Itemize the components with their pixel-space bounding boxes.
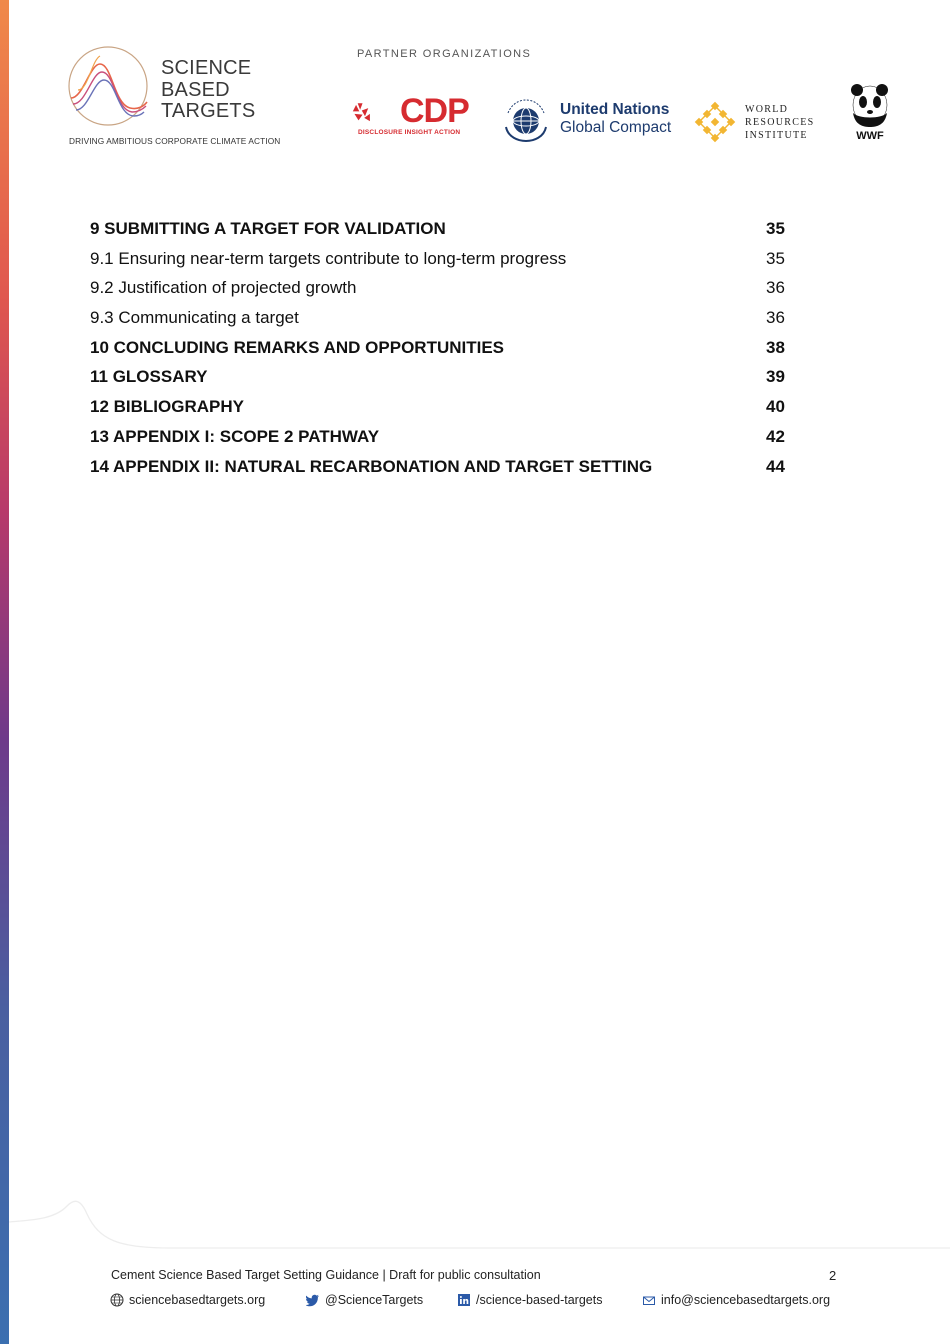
envelope-icon [642,1293,656,1307]
linkedin-icon [457,1293,471,1307]
side-gradient-bar [0,0,9,1344]
toc-entry-page: 42 [766,426,785,446]
toc-entry-title: 10 CONCLUDING REMARKS AND OPPORTUNITIES [90,337,505,357]
un-global-compact-name: United Nations [560,101,670,118]
twitter-bird-icon [306,1293,320,1307]
footer-decorative-wave [9,1190,950,1260]
footer-twitter-link[interactable] [306,1293,423,1307]
un-global-compact-emblem [500,97,552,143]
footer-email-link[interactable] [642,1293,830,1307]
wri-wordmark-line: INSTITUTE [745,130,808,142]
footer-twitter-text: @ScienceTargets [325,1293,424,1307]
table-of-contents [90,214,800,481]
wri-wordmark-line: RESOURCES [745,117,815,129]
footer-linkedin-link[interactable] [457,1293,602,1307]
toc-entry[interactable] [90,422,800,452]
sbt-wordmark [161,58,255,123]
toc-entry-title: 9.2 Justification of projected growth [90,278,357,298]
wwf-wordmark: WWF [856,130,884,141]
toc-entry[interactable] [90,362,800,392]
sbt-tagline: DRIVING AMBITIOUS CORPORATE CLIMATE ACTION [69,136,281,146]
toc-entry[interactable] [90,273,800,303]
toc-entry-page: 44 [766,456,785,476]
toc-entry[interactable] [90,392,800,422]
toc-entry-page: 35 [766,248,785,268]
partner-organizations-label: PARTNER ORGANIZATIONS [357,48,532,60]
toc-entry[interactable] [90,214,800,244]
wri-wordmark [745,103,815,143]
footer-page-number: 2 [829,1268,837,1283]
wwf-panda-logo [849,83,891,141]
toc-entry[interactable] [90,244,800,274]
toc-entry-title: 9.1 Ensuring near-term targets contribute to long-term progress [90,248,567,268]
toc-entry-page: 36 [766,308,785,328]
cdp-tagline: DISCLOSURE INSIGHT ACTION [358,129,461,136]
globe-icon [110,1293,124,1307]
sbt-wordmark-line: BASED [161,78,230,101]
cdp-wordmark: CDP [400,92,469,130]
sbt-wordmark-line: SCIENCE [161,57,252,79]
toc-entry-title: 12 BIBLIOGRAPHY [90,397,244,417]
footer-document-title: Cement Science Based Target Setting Guidance | Draft for public consultation [111,1268,541,1282]
sbt-wordmark-line: TARGETS [161,100,256,122]
footer-linkedin-text: /science-based-targets [476,1293,603,1307]
footer-website-link[interactable] [110,1293,265,1307]
toc-entry[interactable] [90,333,800,363]
toc-entry-page: 39 [766,367,785,387]
toc-entry-page: 35 [766,219,785,238]
wri-logo-mark [694,101,736,143]
toc-entry-title: 11 GLOSSARY [90,367,208,387]
toc-entry-title: 14 APPENDIX II: NATURAL RECARBONATION AND TARGET SETTING [90,456,653,476]
toc-entry[interactable] [90,303,800,333]
wri-wordmark-line: WORLD [745,104,789,115]
toc-entry[interactable] [90,452,800,482]
toc-entry-title: 13 APPENDIX I: SCOPE 2 PATHWAY [90,426,380,446]
toc-entry-title: 9 SUBMITTING A TARGET FOR VALIDATION [90,219,446,238]
footer-website-text: sciencebasedtargets.org [129,1293,266,1307]
toc-entry-page: 40 [766,397,785,417]
toc-entry-title: 9.3 Communicating a target [90,308,299,328]
footer-email-text: info@sciencebasedtargets.org [661,1293,831,1307]
toc-entry-page: 38 [766,337,785,357]
toc-entry-page: 36 [766,278,785,298]
un-global-compact-subname: Global Compact [560,119,672,136]
